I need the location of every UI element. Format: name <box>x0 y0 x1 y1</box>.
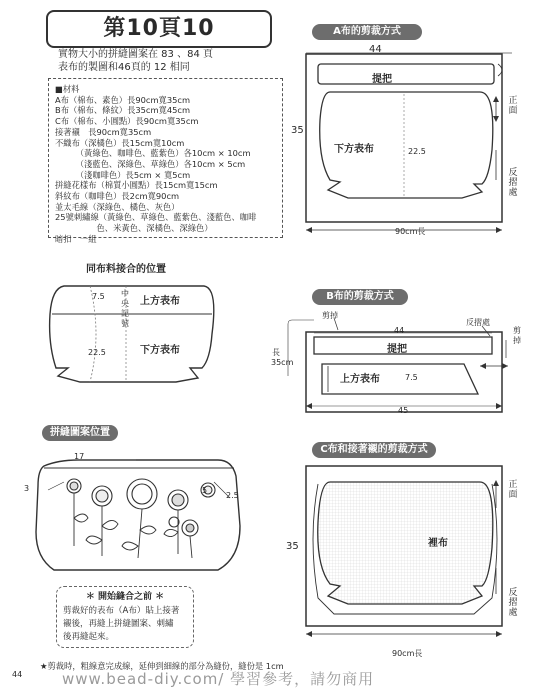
panel-same-225: 22.5 <box>88 348 106 357</box>
material-line: 色、米黃色、深橘色、深綠色） <box>55 223 213 234</box>
panel-patch-25: 2.5 <box>226 491 239 500</box>
note-line: 剪裁好的表布（A布）貼上接著 <box>63 606 180 616</box>
sewing-note <box>56 586 194 648</box>
page-title: 第10頁10 <box>46 10 272 48</box>
material-line: 並太毛線（深綠色、橘色、灰色） <box>55 201 180 212</box>
footer-note: ★剪裁時，粗線意完成線，延伸到細線的部分為縫份，縫份是 1cm <box>40 661 284 671</box>
material-line: 拼縫花樣布（棉質小圓點）長15cm寬15cm <box>55 180 218 191</box>
intro-line: 表布的製圖和46頁的 12 相同 <box>58 62 190 73</box>
panel-same-lower: 下方表布 <box>140 345 180 356</box>
panel-same-upper: 上方表布 <box>140 296 180 307</box>
panel-patch-5: 5 <box>202 486 208 495</box>
material-line: （黃綠色、咖啡色、藍紫色）各10cm × 10cm <box>55 148 251 159</box>
panel-patch-17: 17 <box>74 452 85 461</box>
watermark: www.bead-diy.com/ 學習參考，請勿商用 <box>62 670 375 688</box>
panel-c-diagram <box>284 458 538 658</box>
panel-c-title: C布和接著襯的剪裁方式 <box>312 442 436 458</box>
panel-a-upper-cloth: 下方表布 <box>334 144 374 155</box>
panel-b-cut: 剪掉 <box>322 311 338 320</box>
material-line: 暗扣 一組 <box>55 233 97 244</box>
panel-patch-3: 3 <box>24 484 30 493</box>
panel-c-height: 35 <box>286 541 299 552</box>
panel-same-title: 同布料接合的位置 <box>86 264 166 275</box>
panel-a-height: 35 <box>291 125 304 136</box>
intro-line: 實物大小的拼縫圖案在 83 、84 頁 <box>58 49 213 60</box>
panel-b-fold: 反摺處 <box>466 318 490 327</box>
panel-a-width: 44 <box>369 44 382 55</box>
material-line: （淺咖啡色）長5cm × 寬5cm <box>55 169 191 180</box>
panel-a-inner: 22.5 <box>408 147 426 156</box>
panel-a-title: A布的剪裁方式 <box>312 24 422 40</box>
panel-a-fold: 反摺處 <box>508 168 518 198</box>
panel-b-length: 長35cm <box>271 348 294 367</box>
material-line: 不織布（深橘色）長15cm寬10cm <box>55 137 185 148</box>
panel-a-diagram <box>284 40 538 245</box>
note-title: ＊ 開始縫合之前 ＊ <box>85 592 165 602</box>
material-line: B布（棉布、條紋）長35cm寬45cm <box>55 105 191 116</box>
material-line: 斜紋布（咖啡色）長2cm寬90cm <box>55 191 180 202</box>
panel-b-width44: 44 <box>394 326 405 335</box>
panel-a-length: 90cm長 <box>395 227 426 236</box>
panel-c-length: 90cm長 <box>392 649 423 658</box>
panel-a-front: 正面 <box>508 96 518 116</box>
panel-patch-diagram <box>18 446 258 586</box>
panel-b-cut2: 剪掉 <box>513 326 521 345</box>
panel-same-75: 7.5 <box>92 292 105 301</box>
panel-same-center: 中央記號 <box>121 289 129 328</box>
panel-c-front: 正面 <box>508 480 518 500</box>
material-line: A布（棉布、素色）長90cm寬35cm <box>55 94 191 105</box>
material-line: 接著襯 長90cm寬35cm <box>55 126 152 137</box>
note-line: 後再縫起來。 <box>63 632 115 642</box>
panel-b-title: B布的剪裁方式 <box>312 289 408 305</box>
panel-b-upper: 上方表布 <box>340 374 380 385</box>
materials-box <box>48 78 283 244</box>
note-line: 襯後，再縫上拼縫圖案、刺繡 <box>63 619 174 629</box>
panel-b-diagram <box>268 306 538 416</box>
panel-c-fold: 反摺處 <box>508 588 518 618</box>
panel-b-width45: 45 <box>398 406 409 415</box>
material-line: C布（棉布、小圓點）長90cm寬35cm <box>55 116 199 127</box>
page-number: 44 <box>12 670 23 679</box>
panel-patch-title: 拼縫圖案位置 <box>42 425 118 441</box>
material-line: 25號刺繡線（黃綠色、草綠色、藍紫色、淺藍色、咖啡 <box>55 212 257 223</box>
materials-heading: ■材料 <box>55 84 80 94</box>
panel-a-handle: 提把 <box>372 74 392 85</box>
panel-b-75: 7.5 <box>405 373 418 382</box>
panel-c-lining: 裡布 <box>428 538 448 549</box>
panel-b-handle: 提把 <box>387 344 407 355</box>
material-line: （淺藍色、深綠色、草綠色）各10cm × 5cm <box>55 158 246 169</box>
intro-text <box>58 48 213 74</box>
